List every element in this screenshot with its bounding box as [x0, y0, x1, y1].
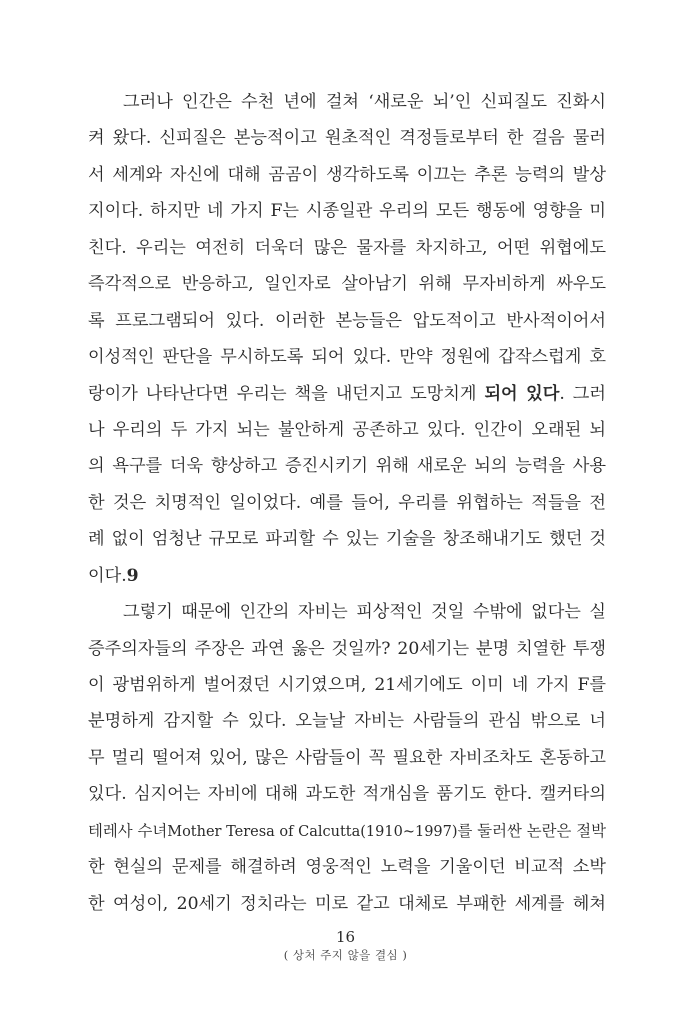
text-segment: 즉각적으로 반응하고, 일인자로 살아남기 위해 무자비하게 싸우도: [88, 274, 606, 295]
text-segment: 이다.: [88, 565, 127, 586]
text-segment: 분명하게 감지할 수 있다. 오늘날 자비는 사람들의 관심 밖으로 너: [88, 711, 606, 732]
text-line: [88, 558, 606, 594]
text-line: [88, 303, 606, 339]
text-line: [88, 703, 606, 739]
text-line: [88, 521, 606, 557]
text-line: [88, 230, 606, 266]
text-line: [88, 84, 606, 120]
text-segment: 서 세계와 자신에 대해 곰곰이 생각하도록 이끄는 추론 능력의 발상: [88, 164, 606, 185]
text-line: [88, 448, 606, 484]
text-line: [88, 740, 606, 776]
text-segment: 그렇기 때문에 인간의 자비는 피상적인 것일 수밖에 없다는 실: [123, 602, 606, 623]
text-line: [88, 157, 606, 193]
text-line: [88, 776, 606, 812]
text-segment: 한 것은 치명적인 일이었다. 예를 들어, 우리를 위협하는 적들을 전: [88, 492, 606, 513]
text-segment: 례 없이 엄청난 규모로 파괴할 수 있는 기술을 창조해내기도 했던 것: [88, 529, 606, 550]
text-line: [88, 193, 606, 229]
text-segment: 한 여성이, 20세기 정치라는 미로 같고 대체로 부패한 세계를 헤쳐: [88, 893, 606, 914]
text-line: [88, 266, 606, 302]
text-segment: 있다. 심지어는 자비에 대해 과도한 적개심을 품기도 한다. 캘커타의: [88, 784, 606, 805]
text-segment: 테레사 수녀: [88, 821, 168, 840]
text-line: [88, 412, 606, 448]
text-segment: 이성적인 판단을 무시하도록 되어 있다. 만약 정원에 갑작스럽게 호: [88, 347, 606, 368]
emphasis-text: 되어 있다: [484, 383, 560, 404]
body-text: [88, 84, 606, 922]
text-segment: 증주의자들의 주장은 과연 옳은 것일까? 20세기는 분명 치열한 투쟁: [88, 638, 606, 659]
text-line: [88, 376, 606, 412]
text-segment: 나 우리의 두 가지 뇌는 불안하게 공존하고 있다. 인간이 오래된 뇌: [88, 419, 606, 440]
original-name-gloss: Mother Teresa of Calcutta(1910~1997): [167, 823, 458, 840]
text-segment: 지이다. 하지만 네 가지 F는 시종일관 우리의 모든 행동에 영향을 미: [88, 201, 606, 222]
text-segment: 이 광범위하게 벌어졌던 시기였으며, 21세기에도 이미 네 가지 F를: [88, 675, 606, 695]
text-segment: 의 욕구를 더욱 향상하고 증진시키기 위해 새로운 뇌의 능력을 사용: [88, 456, 606, 477]
text-line: [88, 485, 606, 521]
text-segment: 랑이가 나타난다면 우리는 책을 내던지고 도망치게: [88, 383, 485, 404]
text-line: [88, 631, 606, 667]
text-line: [88, 594, 606, 630]
text-segment: 그러나 인간은 수천 년에 걸쳐 ‘새로운 뇌’인 신피질도 진화시: [123, 92, 606, 112]
text-line: [88, 120, 606, 156]
text-segment: 를 둘러싼 논란은 절박: [457, 821, 606, 840]
text-segment: 한 현실의 문제를 해결하려 영웅적인 노력을 기울이던 비교적 소박: [88, 857, 606, 878]
text-segment: . 그러: [559, 383, 606, 404]
text-segment: 켜 왔다. 신피질은 본능적이고 원초적인 격정들로부터 한 걸음 물러: [88, 128, 606, 149]
text-line: [88, 667, 606, 703]
text-line: [88, 886, 606, 922]
text-segment: 친다. 우리는 여전히 더욱더 많은 물자를 차지하고, 어떤 위협에도: [88, 237, 606, 258]
text-line: [88, 339, 606, 375]
page-number: 16: [335, 928, 356, 946]
text-line: [88, 849, 606, 885]
text-segment: 록 프로그램되어 있다. 이러한 본능들은 압도적이고 반사적이어서: [88, 310, 606, 331]
text-segment: 무 멀리 떨어져 있어, 많은 사람들이 꼭 필요한 자비조차도 혼동하고: [88, 747, 606, 768]
text-line: [88, 813, 606, 849]
footnote-marker: 9: [126, 565, 139, 586]
running-title: ( 상처 주지 않을 결심 ): [283, 948, 408, 962]
